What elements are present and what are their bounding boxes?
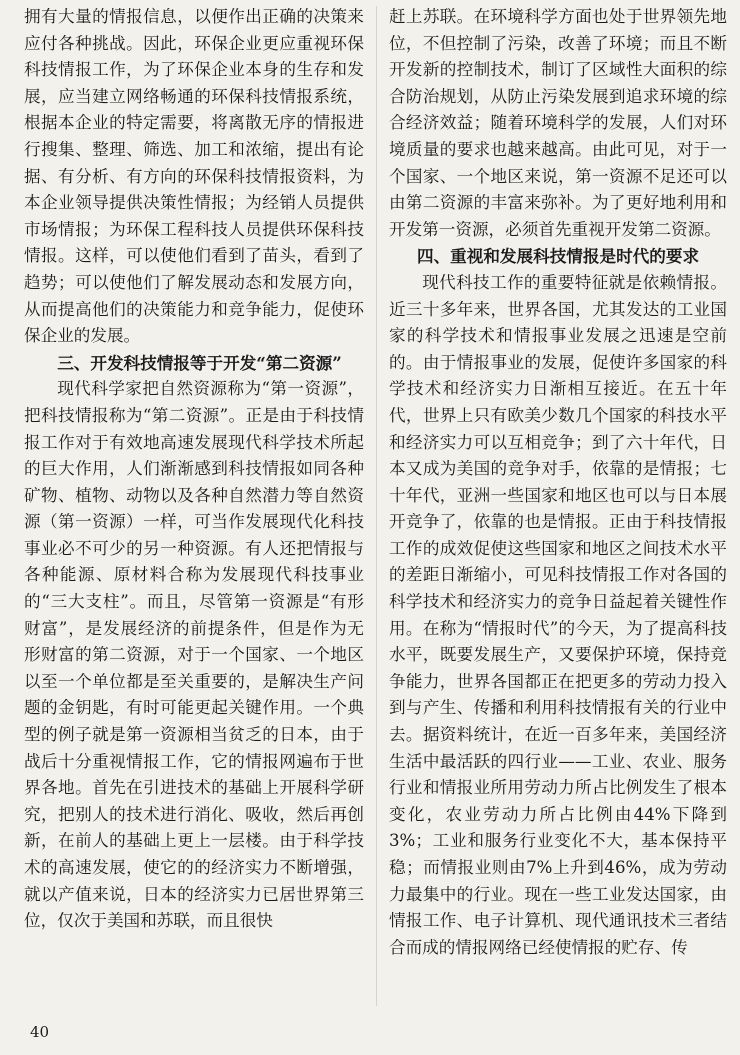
section-heading-4: 四、重视和发展科技情报是时代的要求: [416, 246, 700, 267]
left-paragraph-1: 拥有大量的情报信息，以便作出正确的决策来应付各种挑战。因此，环保企业更应重视环保科技情报工作，为了环保企业本身的生存和发展，应当建立网络畅通的环保科技情报系统，根据本企业的特定需要，将离散无序的情报进行搜集、整理、筛选、加工和浓缩，提出有论据、有分析、有方向的环保科技情报资料，为本企业领导提供决策性情报；为经销人员提供市场情报；为环保工程科技人员提供环保科技情报。这样，可以使他们看到了苗头，看到了趋势；可以使他们了解发展动态和发展方向，从而提高他们的决策能力和竞争能力，促使环保企业的发展。: [24, 7, 364, 346]
right-column: [389, 4, 727, 961]
column-divider: [376, 6, 377, 1006]
page-number: 40: [30, 1023, 50, 1041]
left-paragraph-2: 现代科学家把自然资源称为“第一资源”，把科技情报称为“第二资源”。正是由于科技情报工作对于有效地高速发展现代科学技术所起的巨大作用，人们渐渐感到科技情报如同各种矿物、植物、动物以及各种自然潜力等自然资源（第一资源）一样，可当作发展现代化科技事业必不可少的另一种资源。有人还把情报与各种能源、原材料合称为发展现代科技事业的“三大支柱”。而且，尽管第一资源是“有形财富”，是发展经济的前提条件，但是作为无形财富的第二资源，对于一个国家、一个地区以至一个单位都是至关重要的，是解决生产问题的金钥匙，有时可能更起关键作用。一个典型的例子就是第一资源相当贫乏的日本，由于战后十分重视情报工作，它的情报网遍布于世界各地。首先在引进技术的基础上开展科学研究，把别人的技术进行消化、吸收，然后再创新，在前人的基础上更上一层楼。由于科学技术的高速发展，使它的的经济实力不断增强，就以产值来说，日本的经济实力已居世界第三位，仅次于美国和苏联，而且很快: [24, 379, 364, 931]
left-column: [24, 4, 364, 935]
right-paragraph-2: 现代科技工作的重要特征就是依赖情报。近三十多年来，世界各国，尤其发达的工业国家的科学技术和情报事业发展之迅速是空前的。由于情报事业的发展，促使许多国家的科学技术和经济实力日渐相互接近。在五十年代，世界上只有欧美少数几个国家的科技水平和经济实力可以互相竞争；到了六十年代，日本又成为美国的竞争对手，依靠的是情报；七十年代，亚洲一些国家和地区也可以与日本展开竞争了，依靠的也是情报。正由于科技情报工作的成效促使这些国家和地区之间技术水平的差距日渐缩小，可见科技情报工作对各国的科学技术和经济实力的竞争日益起着关键性作用。在称为“情报时代”的今天，为了提高科技水平，既要发展生产，又要保护环境，保持竞争能力，世界各国都正在把更多的劳动力投入到与产生、传播和利用科技情报有关的行业中去。据资料统计，在近一百多年来，美国经济生活中最活跃的四行业——工业、农业、服务行业和情报业所用劳动力所占比例发生了根本变化，农业劳动力所占比例由44%下降到3%；工业和服务行业变化不大，基本保持平稳；而情报业则由7%上升到46%，成为劳动力最集中的行业。现在一些工业发达国家，由情报工作、电子计算机、现代通讯技术三者结合而成的情报网络已经使情报的贮存、传: [389, 272, 727, 957]
section-heading-3: 三、开发科技情报等于开发“第二资源”: [57, 352, 342, 373]
right-paragraph-1: 赶上苏联。在环境科学方面也处于世界领先地位，不但控制了污染，改善了环境；而且不断开发新的控制技术，制订了区域性大面积的综合防治规划，从防止污染发展到追求环境的综合经济效益；随着环境科学的发展，人们对环境质量的要求也越来越高。由此可见，对于一个国家、一个地区来说，第一资源不足还可以由第二资源的丰富来弥补。为了更好地利用和开发第一资源，必须首先重视开发第二资源。: [389, 7, 727, 239]
